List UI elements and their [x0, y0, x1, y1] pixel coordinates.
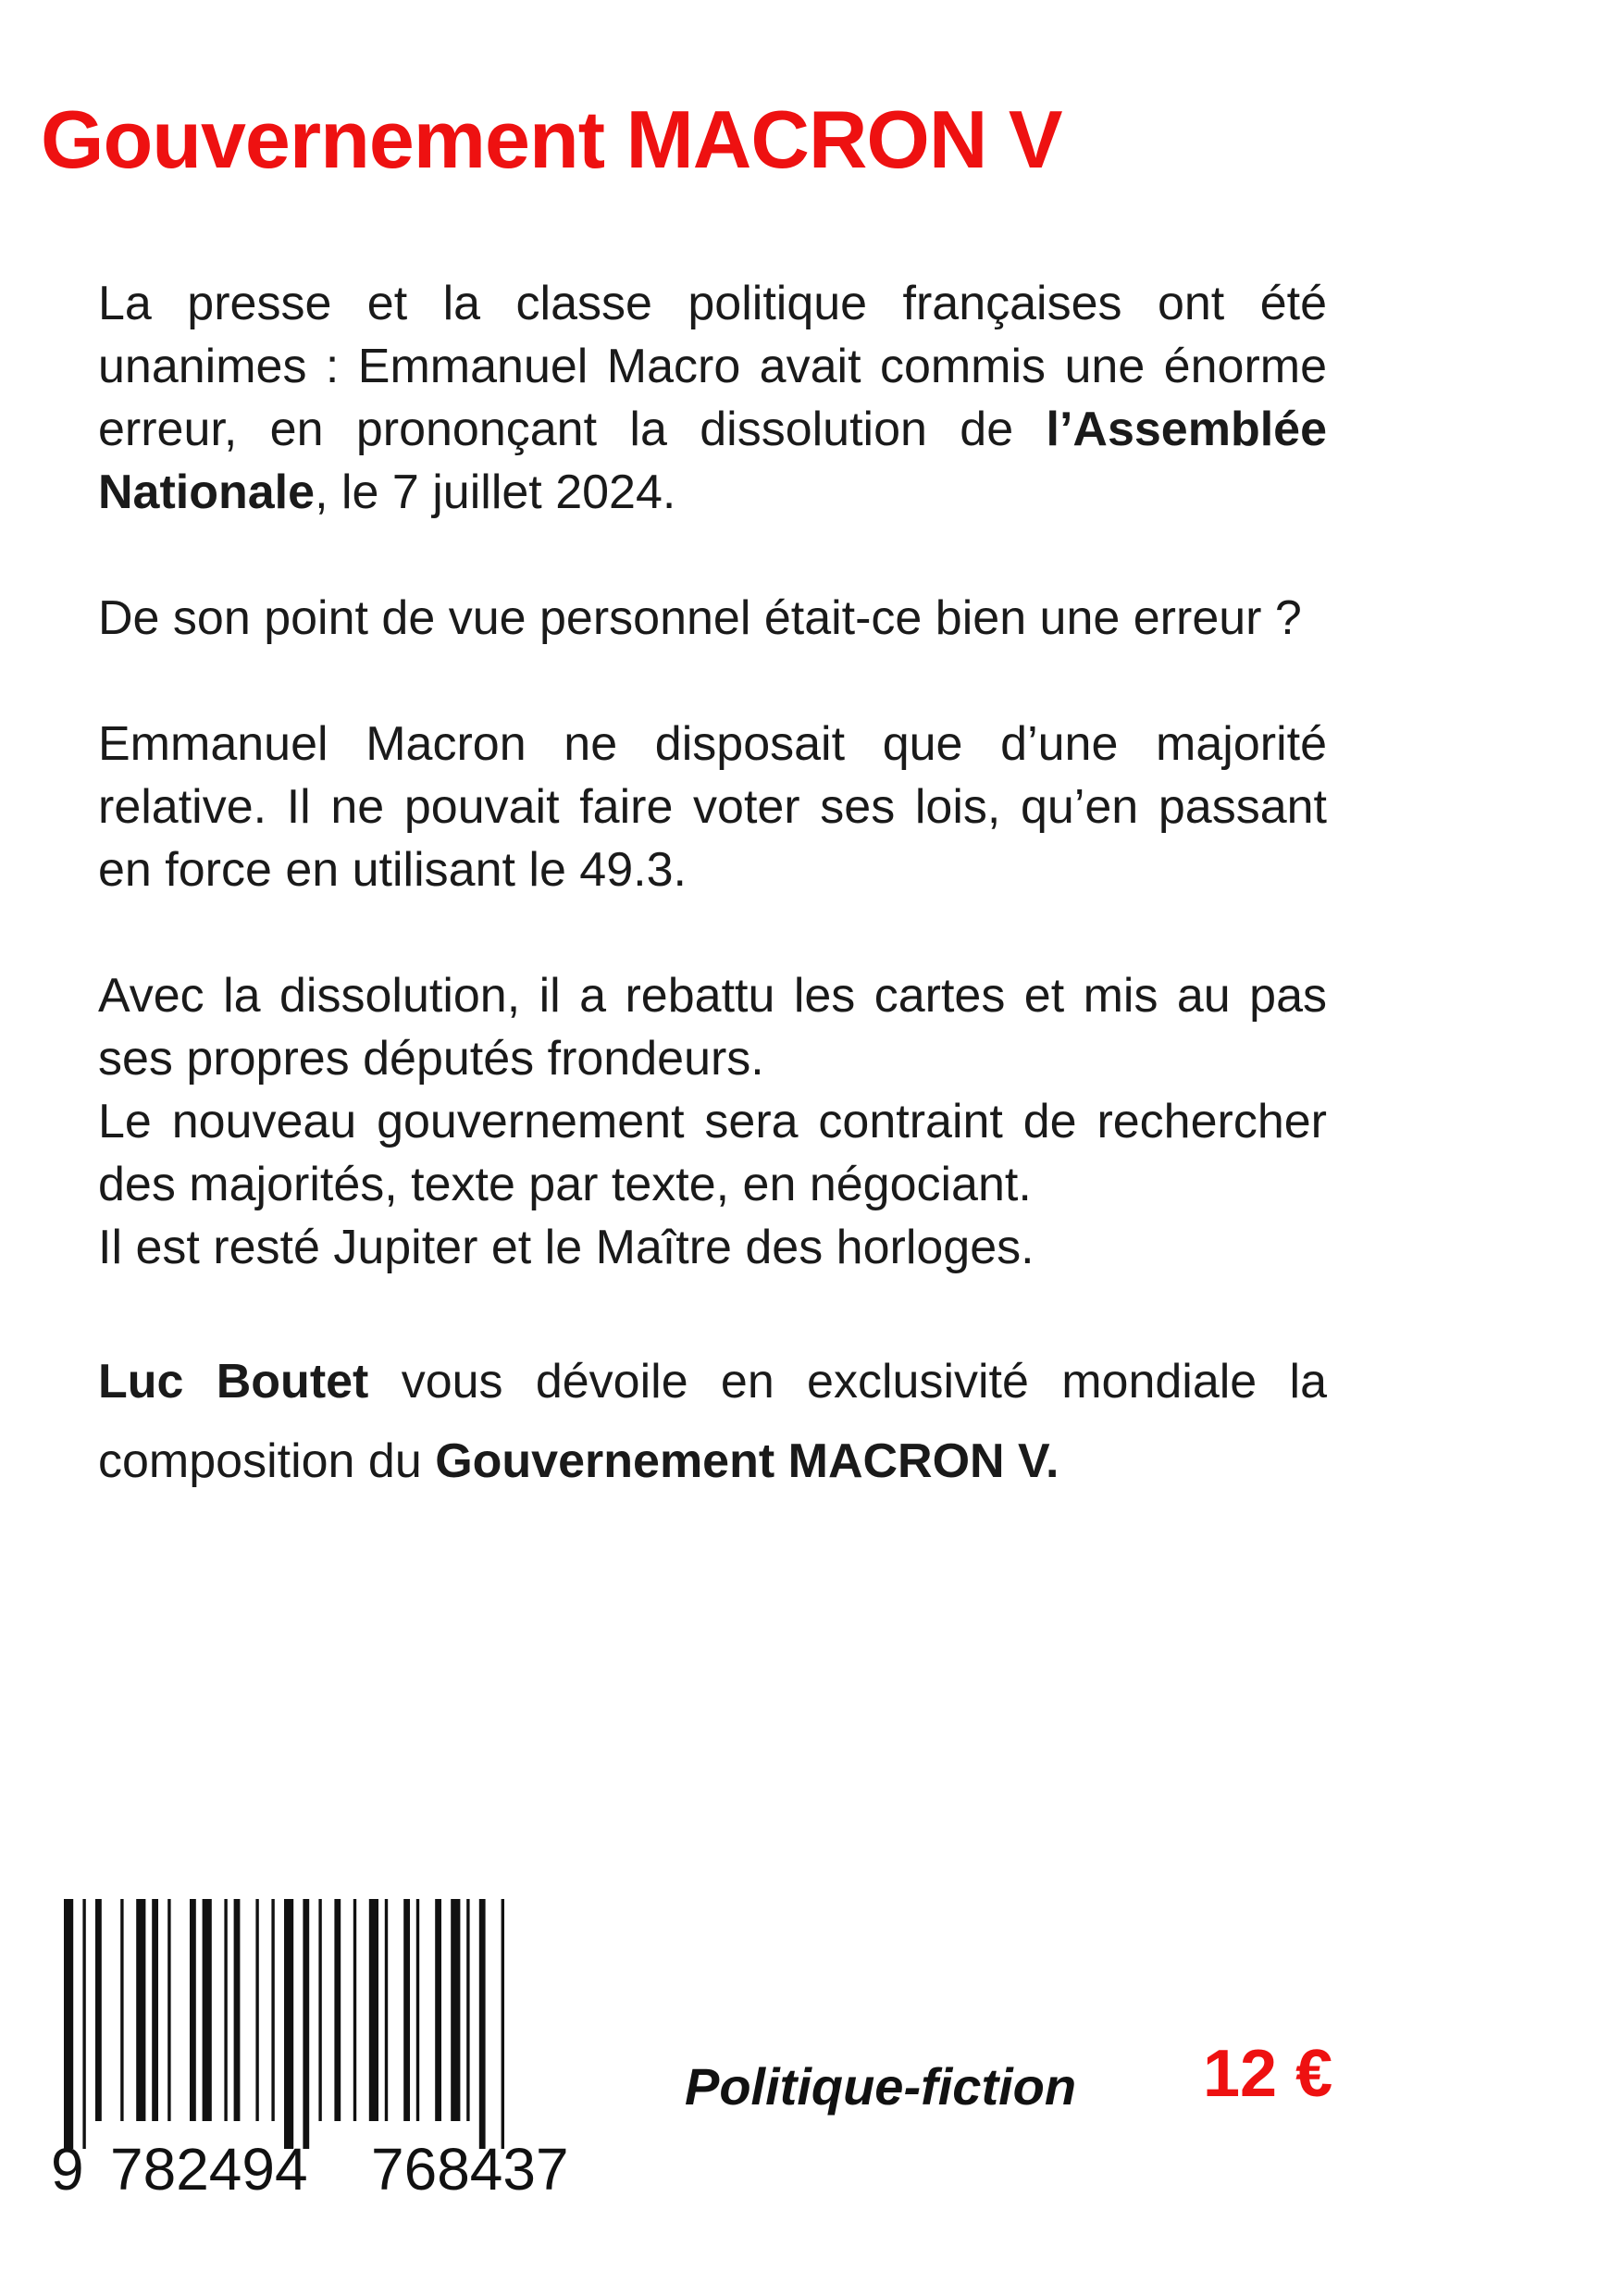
- book-title-emphasis: Gouvernement MACRON V.: [435, 1434, 1059, 1488]
- barcode-bar: [435, 1899, 441, 2121]
- paragraph-question: De son point de vue personnel était-ce bien une erreur ?: [98, 591, 1302, 645]
- barcode-bar: [255, 1899, 258, 2121]
- barcode-bar: [190, 1899, 196, 2121]
- paragraph-intro: La presse et la classe politique françaises ont été unanimes : Emmanuel Macro avait commis une énorme erreur, en prononçant la dissolution de l’Assemblée Nationale, le 7 juillet 2024.: [98, 277, 1327, 519]
- paragraph-jupiter: Il est resté Jupiter et le Maître des horloges.: [98, 1221, 1035, 1274]
- paragraph-author: Luc Boutet vous dévoile en exclusivité mondiale la composition du Gouvernement MACRON V.: [98, 1355, 1328, 1488]
- barcode-bar: [369, 1899, 378, 2121]
- book-title: Gouvernement MACRON V: [41, 93, 1062, 185]
- barcode-bar: [224, 1899, 227, 2121]
- barcode-bar: [318, 1899, 321, 2121]
- barcode-bar: [334, 1899, 341, 2121]
- paragraph-majority: Emmanuel Macron ne disposait que d’une majorité relative. Il ne pouvait faire voter ses lois, qu’en passant en force en utilisant le 49.3.: [98, 717, 1327, 897]
- barcode-bar: [95, 1899, 102, 2121]
- barcode-bar: [152, 1899, 158, 2121]
- barcode-bar: [353, 1899, 356, 2121]
- barcode-bar: [167, 1899, 170, 2121]
- barcode-bars: [51, 1899, 606, 2149]
- barcode-bar: [271, 1899, 274, 2121]
- assemblee-nationale-emphasis: l’Assemblée Nationale: [98, 403, 1327, 519]
- barcode-bar: [385, 1899, 388, 2121]
- isbn-barcode: [51, 1899, 606, 2204]
- paragraph-dissolution: Avec la dissolution, il a rebattu les cartes et mis au pas ses propres députés frondeurs.: [98, 969, 1327, 1086]
- barcode-bar: [284, 1899, 293, 2149]
- barcode-bar: [120, 1899, 123, 2121]
- barcode-digit-first: 9: [51, 2136, 84, 2203]
- barcode-bar: [451, 1899, 460, 2121]
- barcode-bar: [416, 1899, 419, 2121]
- price-label: 12 €: [1203, 2037, 1333, 2111]
- barcode-bar: [466, 1899, 469, 2121]
- barcode-bar: [234, 1899, 241, 2121]
- genre-label: Politique-fiction: [685, 2057, 1077, 2116]
- paragraph-new-government: Le nouveau gouvernement sera contraint de rechercher des majorités, texte par texte, en négociant.: [98, 1095, 1327, 1211]
- barcode-bar: [136, 1899, 145, 2121]
- back-cover-text: [98, 272, 1327, 1501]
- author-name: Luc Boutet: [98, 1355, 369, 1409]
- barcode-bar: [303, 1899, 309, 2149]
- barcode-group-left: 782494: [110, 2136, 308, 2203]
- barcode-bar: [403, 1899, 410, 2121]
- barcode-bar: [502, 1899, 504, 2149]
- barcode-digits: [51, 2132, 606, 2206]
- barcode-bar: [82, 1899, 85, 2149]
- barcode-group-right: 768437: [371, 2136, 569, 2203]
- barcode-bar: [479, 1899, 486, 2149]
- barcode-bar: [203, 1899, 212, 2121]
- barcode-bar: [64, 1899, 73, 2149]
